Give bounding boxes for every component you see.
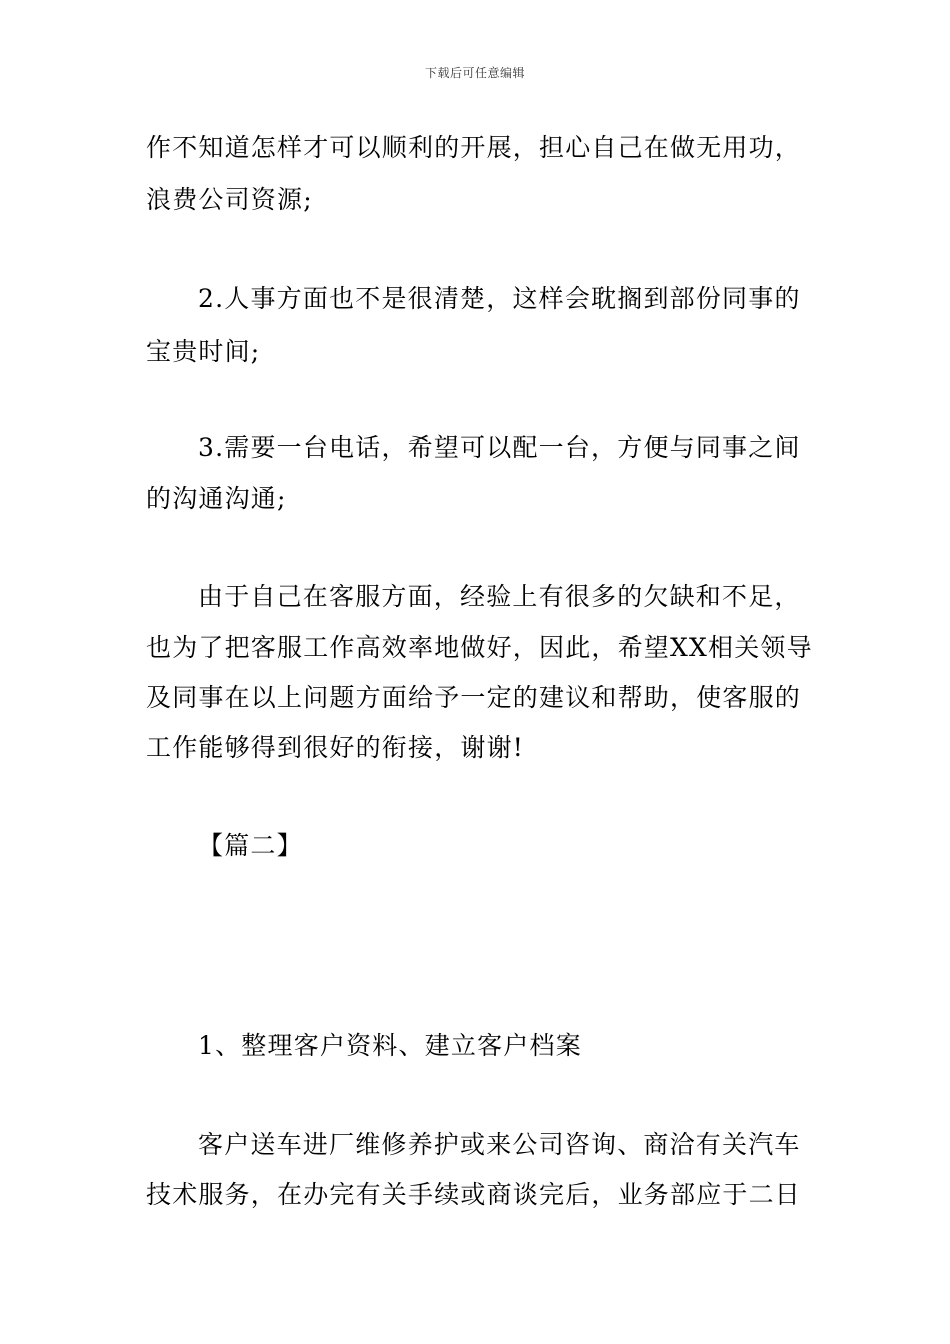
text-line: 3.需要一台电话，希望可以配一台，方便与同事之间 [198,433,801,462]
text-line: 浪费公司资源; [146,185,313,214]
text-line: 由于自己在客服方面，经验上有很多的欠缺和不足， [198,582,801,611]
page-header: 下载后可任意编辑 [424,66,525,80]
text-line: 的沟通沟通; [146,484,287,513]
section-heading: 【篇二】 [198,831,303,860]
text-line: 作不知道怎样才可以顺利的开展，担心自己在做无用功， [146,133,802,162]
text-line: 工作能够得到很好的衔接，谢谢! [146,733,525,762]
item-heading: 1、整理客户资料、建立客户档案 [198,1031,582,1060]
text-line: 宝贵时间; [146,337,261,366]
text-line: 及同事在以上问题方面给予一定的建议和帮助，使客服的 [146,683,802,712]
text-line: 技术服务，在办完有关手续或商谈完后，业务部应于二日 [146,1180,802,1209]
text-line: 2.人事方面也不是很清楚，这样会耽搁到部份同事的 [198,284,801,313]
text-line: 也为了把客服工作高效率地做好，因此，希望XX相关领导 [146,633,813,662]
text-line: 客户送车进厂维修养护或来公司咨询、商洽有关汽车 [198,1130,801,1159]
